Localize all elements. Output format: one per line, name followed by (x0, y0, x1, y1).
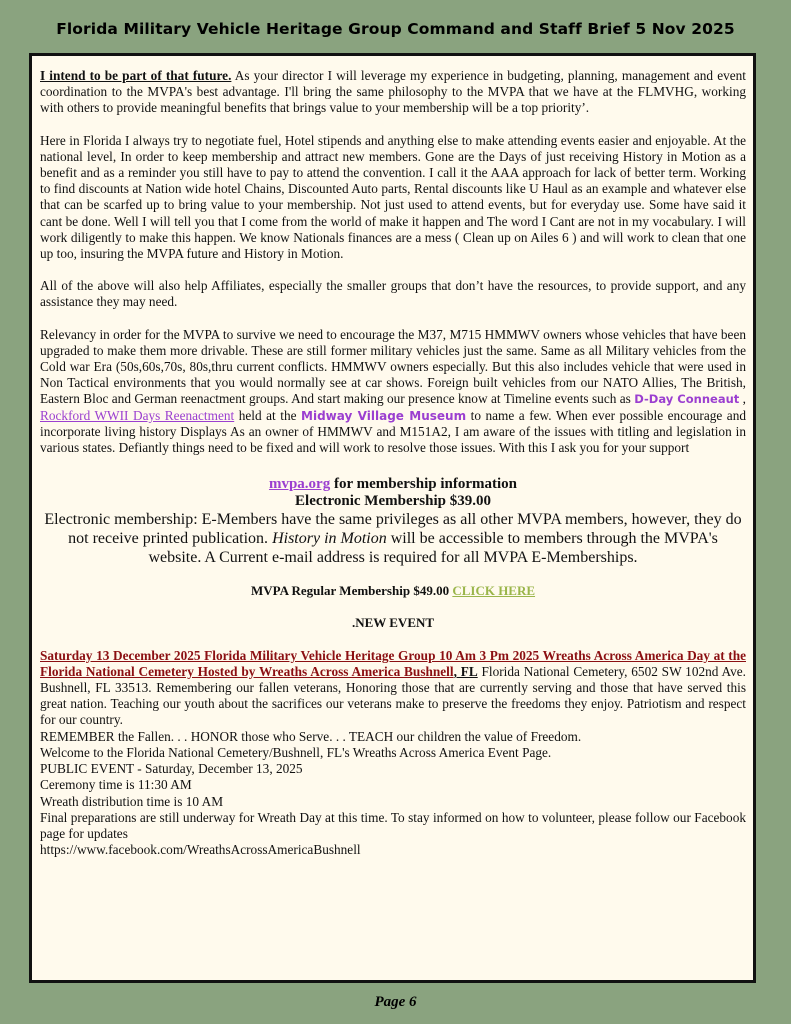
new-event-heading: .NEW EVENT (351, 615, 435, 631)
event-title-link[interactable]: Saturday 13 December 2025 Florida Military Vehicle Heritage Group 10 Am 3 Pm 2025 Wreaths Across America Day at the Florida National Cemetery Hosted by Wreaths Across America Bushnell (40, 647, 746, 679)
page-header-title: Florida Military Vehicle Heritage Group Command and Staff Brief 5 Nov 2025 (56, 20, 735, 38)
paragraph-affiliates: All of the above will also help Affiliates, especially the smaller groups that don’t have the resources, to provide support, and any assistance they may need. (40, 278, 746, 310)
paragraph-discounts: Here in Florida I always try to negotiate fuel, Hotel stipends and anything else to make attending events easier and enjoyable. At the national level, In order to keep membership and attract new members. Gone are the Days of just receiving History in Motion as a benefit and as a reminder you still have to pay to attend the convention. I call it the AAA approach for lack of better term. Working to find discounts at Nation wide hotel Chains, Discounted Auto parts, Rental discounts like U Haul as an example and whatever else that can be scarfed up to bring value to your membership. Not just used to attend events, but for everyday use. Some have said it cant be done. Well I will tell you that I come from the world of make it happen and The word I Cant are not in my vocabulary. I will work diligently to make this happen. We know Nationals finances are a mess ( Clean up on Ailes 6 ) and will work to clean that one up too, insuring the MVPA future and History in Motion. (40, 132, 746, 262)
event-detail-line: PUBLIC EVENT - Saturday, December 13, 2025 (40, 761, 303, 777)
event-desc: Florida National Cemetery, 6502 SW 102nd Ave. Bushnell, FL 33513. Remembering our fallen veterans, Honoring those that are currently serving and those that have served this great nation. Teaching our youth about the sacrifices our veterans make to preserve the freedoms they enjoy. Patriotism and respect for our country. (40, 663, 746, 728)
mvpa-org-link[interactable]: mvpa.org (268, 476, 331, 493)
page-number: Page 6 (374, 994, 417, 1010)
facebook-url[interactable]: https://www.facebook.com/WreathsAcrossAmericaBushnell (40, 842, 361, 858)
electronic-membership-description (40, 510, 746, 567)
event-detail-line: REMEMBER the Fallen. . . HONOR those who Serve. . . TEACH our children the value of Freedom. (40, 728, 582, 744)
article-body (40, 68, 746, 858)
electronic-membership-price: Electronic Membership $39.00 (295, 493, 491, 510)
event-final-note: Final preparations are still underway for Wreath Day at this time. To stay informed on how to volunteer, please follow our Facebook page for updates (40, 809, 746, 841)
content-frame (29, 53, 756, 983)
relevancy-text-a: Relevancy in order for the MVPA to survive we need to encourage the M37, M715 HMMWV owners whose vehicles that have been upgraded to make them more drivable. These are still former military vehicles just the same. Same as all Military vehicles from the Cold war Era (50s,60s,70s, 80s,thru current conflicts. HMMWV owners especially. But this also includes vehicle that were used in Non Tactical environments that you would normally see at car shows. Foreign built vehicles from our NATO Allies, The British, Eastern Bloc and German reenactment groups. And start making our presence know at Timeline events such as (40, 326, 746, 407)
midway-museum-link[interactable]: Midway Village Museum (301, 408, 467, 423)
intent-text: As your director I will leverage my experience in budgeting, planning, management and event coordination to the MVPA's best advantage. I'll bring the same philosophy to the MVPA that we have at the FLMVHG, working with others to provide meaningful benefits that brings value to your membership will be a top priority’. (40, 68, 746, 116)
relevancy-text-c: to name a few. When ever possible encourage and incorporate living history Displays As an owner of HMMWV and M151A2, I am aware of the issues with titling and legislation in various states. Defiantly things need to be fixed and will work to resolve those issues. With this I ask you for your support (40, 407, 746, 456)
event-description (40, 648, 746, 729)
relevancy-comma: , (739, 391, 746, 407)
membership-info-line (40, 476, 746, 493)
event-detail-line: Welcome to the Florida National Cemetery/Bushnell, FL's Wreaths Across America Event Page. (40, 744, 552, 760)
emember-text-b: will be accessible to members through the MVPA's website. A Current e-mail address is required for all MVPA E-Memberships. (148, 530, 718, 567)
event-detail-line: Ceremony time is 11:30 AM (40, 777, 192, 793)
rockford-reenactment-link[interactable]: Rockford WWII Days Reenactment (40, 407, 235, 423)
emember-text-a: Electronic membership: E-Members have the same privileges as all other MVPA members, however, they do not receive printed publication. (44, 511, 742, 548)
paragraph-relevancy (40, 327, 746, 457)
click-here-link[interactable]: CLICK HERE (452, 583, 536, 599)
history-in-motion-title: History in Motion (272, 530, 387, 548)
event-detail-line: Wreath distribution time is 10 AM (40, 793, 224, 809)
event-details (40, 729, 746, 810)
regular-membership-text: MVPA Regular Membership $49.00 (250, 583, 453, 599)
event-title-tail: , FL (453, 663, 478, 679)
intent-lead: I intend to be part of that future. (40, 68, 232, 83)
dday-conneaut-link[interactable]: D-Day Conneaut (634, 392, 740, 407)
relevancy-text-b: held at the (234, 407, 302, 423)
paragraph-intent (40, 68, 746, 117)
regular-membership-line (40, 583, 746, 599)
membership-info-text: for membership information (330, 476, 518, 493)
